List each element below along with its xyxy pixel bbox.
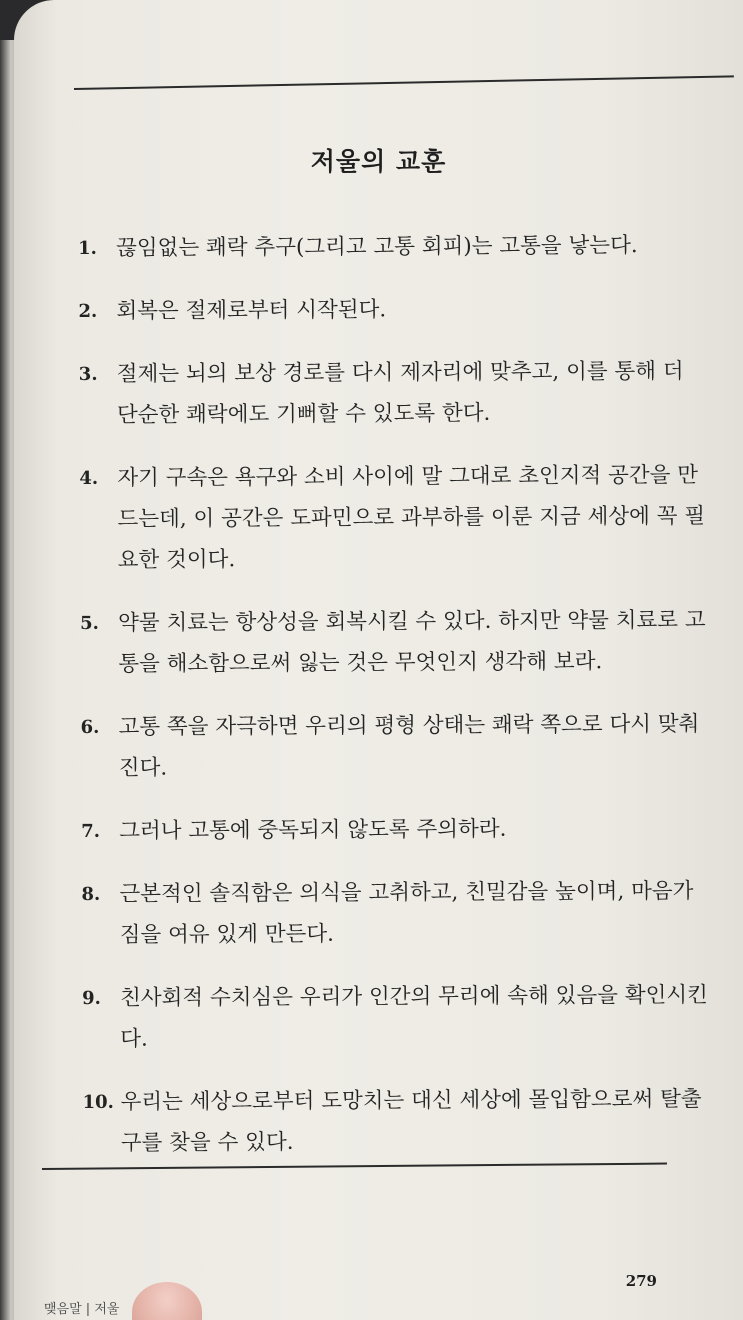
list-item	[80, 600, 710, 685]
list-item	[78, 225, 708, 269]
item-number: 1.	[78, 237, 97, 259]
item-text: 절제는 뇌의 보상 경로를 다시 제자리에 맞추고, 이를 통해 더 단순한 쾌락에도 기뻐할 수 있도록 한다.	[116, 358, 684, 428]
list-item	[81, 704, 711, 789]
item-text: 그러나 고통에 중독되지 않도록 주의하라.	[119, 816, 507, 844]
item-number: 10.	[82, 1091, 114, 1113]
list-item	[79, 351, 709, 436]
item-text: 근본적인 솔직함은 의식을 고취하고, 친밀감을 높이며, 마음가짐을 여유 있게 만든다.	[119, 878, 694, 948]
list-item	[81, 808, 711, 852]
page-number: 279	[625, 1272, 657, 1290]
page-title: 저울의 교훈	[310, 147, 447, 176]
item-number: 8.	[81, 883, 101, 905]
item-text: 약물 치료는 항상성을 회복시킬 수 있다. 하지만 약물 치료로 고통을 해소함으로써 잃는 것은 무엇인지 생각해 보라.	[118, 607, 706, 677]
item-text: 우리는 세상으로부터 도망치는 대신 세상에 몰입함으로써 탈출구를 찾을 수 있다.	[120, 1086, 702, 1156]
item-number: 6.	[80, 716, 100, 738]
item-text: 친사회적 수치심은 우리가 인간의 무리에 속해 있음을 확인시킨다.	[119, 982, 708, 1052]
item-text: 자기 구속은 욕구와 소비 사이에 말 그대로 초인지적 공간을 만드는데, 이 공간은 도파민으로 과부하를 이룬 지금 세상에 꼭 필요한 것이다.	[117, 462, 706, 573]
item-number: 3.	[78, 363, 98, 385]
list-item	[78, 288, 708, 332]
item-number: 5.	[80, 612, 99, 634]
top-rule	[74, 75, 734, 90]
item-text: 회복은 절제로부터 시작된다.	[116, 297, 387, 324]
item-text: 끊임없는 쾌락 추구(그리고 고통 회피)는 고통을 낳는다.	[116, 233, 638, 261]
item-number: 7.	[81, 820, 101, 842]
lessons-list	[78, 225, 713, 1186]
item-text: 고통 쪽을 자극하면 우리의 평형 상태는 쾌락 쪽으로 다시 맞춰진다.	[118, 711, 700, 781]
item-number: 4.	[79, 467, 99, 489]
item-number: 9.	[81, 987, 101, 1009]
fingertip	[132, 1282, 202, 1320]
item-number: 2.	[78, 300, 98, 322]
list-item	[81, 871, 711, 956]
list-item	[79, 455, 710, 581]
list-item	[82, 975, 712, 1060]
running-footer: 맺음말 | 저울	[44, 1302, 120, 1317]
list-item	[82, 1079, 712, 1164]
book-page	[14, 0, 743, 1320]
